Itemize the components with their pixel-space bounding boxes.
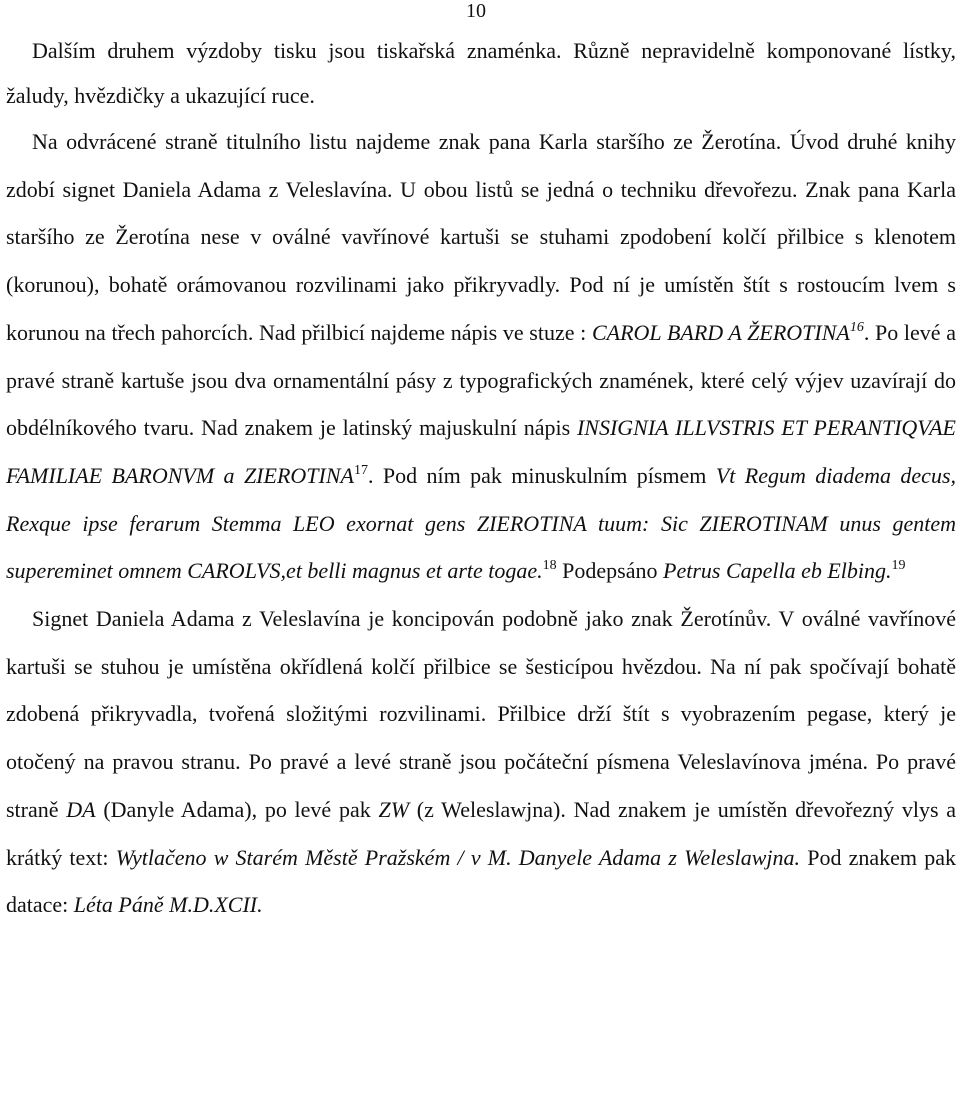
- majuscule-inscription: INSIGNIA ILLVSTRIS ET PERANTIQVAE FAMILIAE BARONVM a ZIEROTINA: [6, 415, 956, 488]
- paragraph-text: . Po levé a pravé straně kartuše jsou dva ornamentální pásy z typografických znamének, které celý výjev uzavírají do obdélníkového tvaru. Nad znakem je latinský majuskulní nápis: [6, 319, 957, 441]
- paragraph-text: Signet Daniela Adama z Veleslavína je koncipován podobně jako znak Žerotínův. V oválné vavřínové kartuši se stuhou je umístěna okřídlená kolčí přilbice se šesticípou hvězdou. Na ní pak spočívají bohatě zdobená přikryvadla, tvořená složitými rozvilinami. Přilbice drží štít s vyobrazením pegase, který je otočený na pravou stranu. Po pravé a levé straně jsou počáteční písmena Veleslavínova jména. Po pravé straně: [6, 606, 956, 822]
- paragraph-text: Dalším druhem výzdoby tisku jsou tiskařská znaménka. Různě nepravidelně komponované lístky, žaludy, hvězdičky a ukazující ruce.: [6, 38, 956, 108]
- minuscule-inscription: Vt Regum diadema decus, Rexque ipse ferarum Stemma LEO exornat gens ZIEROTINA tuum: Sic ZIEROTINAM unus gentem supereminet omnem CAROLVS,et belli magnus et arte togae.: [6, 462, 957, 584]
- footnote-ref-16: 16: [849, 319, 864, 335]
- footnote-ref-19: 19: [891, 558, 906, 574]
- paragraph-text: Pod znakem pak datace:: [6, 844, 956, 918]
- paragraph-text: Podepsáno: [556, 558, 663, 584]
- paragraph-zerotin-coat-of-arms: [6, 118, 956, 595]
- page-number: 10: [466, 0, 486, 22]
- italic-text: CAROL BARD A ŽEROTINA: [591, 319, 850, 345]
- signature-text: Petrus Capella eb Elbing.: [663, 558, 892, 584]
- dating-text: Léta Páně M.D.XCII.: [73, 892, 263, 918]
- paragraph-text: Na odvrácené straně titulního listu najdeme znak pana Karla staršího ze Žerotína. Úvod druhé knihy zdobí signet Daniela Adama z Veleslavína. U obou listů se jedná o techniku dřevořezu. Znak pana Karla staršího ze Žerotína nese v oválné vavřínové kartuši se stuhami zpodobení kolčí přilbice s klenotem (korunou), bohatě orámovanou rozvilinami jako přikryvadly. Pod ní je umístěn štít s rostoucím lvem s korunou na třech pahorcích. Nad přilbicí najdeme nápis ve stuze :: [6, 129, 956, 345]
- paragraph-veleslavin-signet: [6, 595, 956, 929]
- footnote-ref-17: 17: [353, 462, 368, 478]
- paragraph-ornaments: [6, 28, 956, 118]
- ribbon-inscription: [592, 320, 864, 345]
- body-text: [6, 28, 956, 929]
- printed-in-text: Wytlačeno w Starém Městě Pražském / v M. Danyele Adama z Weleslawjna.: [115, 844, 801, 870]
- initials-left: ZW: [378, 796, 410, 822]
- footnote-ref-18: 18: [542, 558, 557, 574]
- paragraph-text: (Danyle Adama), po levé pak: [95, 796, 379, 822]
- initials-right: DA: [66, 796, 96, 822]
- paragraph-text: . Pod ním pak minuskulním písmem: [367, 462, 716, 488]
- paragraph-text: (z Weleslawjna). Nad znakem je umístěn dřevořezný vlys a krátký text:: [6, 796, 957, 870]
